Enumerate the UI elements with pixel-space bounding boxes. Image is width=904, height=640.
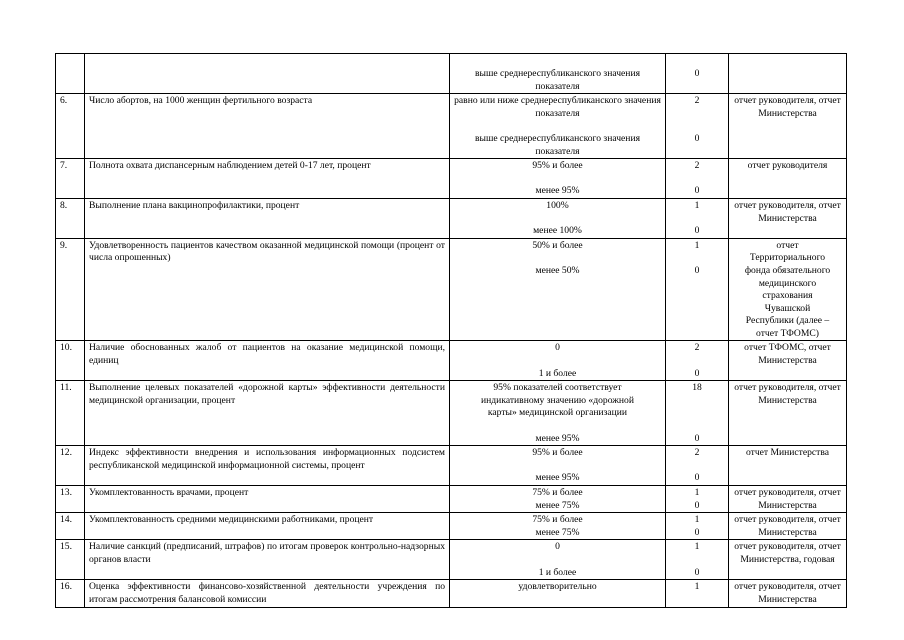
points-value: 1: [694, 239, 700, 251]
row-number: 6.: [56, 94, 85, 159]
points-value: 0: [694, 132, 700, 144]
criterion-value: 95% и более: [532, 447, 583, 459]
points-value: 1: [694, 199, 700, 211]
criterion-value: 95% и более: [532, 160, 583, 172]
criterion-value: выше среднереспубликанского значения показателя: [475, 68, 640, 92]
criterion-value: 75% и более: [532, 514, 583, 526]
table-row: [56, 540, 847, 580]
indicator-name: Оценка эффективности финансово-хозяйственной деятельности учреждения по итогам рассмотрения балансовой комиссии: [85, 580, 450, 608]
points-value: 0: [694, 472, 700, 484]
criterion-values: [450, 540, 666, 580]
criterion-value: 100%: [546, 199, 569, 211]
points-value: 0: [694, 499, 700, 511]
points-value: 1: [694, 541, 700, 553]
table-row: [56, 513, 847, 540]
points-value: 0: [694, 566, 700, 578]
table-row: [56, 446, 847, 486]
table-row: [56, 198, 847, 238]
source-cell: отчет руководителя, отчет Министерства: [729, 381, 847, 446]
criterion-values: [450, 580, 666, 608]
points-cell: [666, 341, 729, 381]
source-cell: отчет Министерства: [729, 446, 847, 486]
points-cell: [666, 446, 729, 486]
points-cell: [666, 513, 729, 540]
points-cell: [666, 238, 729, 341]
criterion-value: 1 и более: [538, 566, 577, 578]
criterion-values: [450, 381, 666, 446]
criterion-values: [450, 446, 666, 486]
points-cell: [666, 381, 729, 446]
table-row: [56, 580, 847, 608]
points-cell: [666, 159, 729, 199]
row-number: 10.: [56, 341, 85, 381]
table-row: [56, 341, 847, 381]
table-row: [56, 54, 847, 94]
row-number: 16.: [56, 580, 85, 608]
criterion-values: [450, 486, 666, 513]
row-number: 12.: [56, 446, 85, 486]
points-value: 0: [694, 526, 700, 538]
criterion-values: [450, 341, 666, 381]
row-number: [56, 54, 85, 94]
table-row: [56, 381, 847, 446]
criterion-values: [450, 513, 666, 540]
criterion-value: менее 75%: [535, 499, 580, 511]
points-cell: [666, 94, 729, 159]
source-cell: отчет ТФОМС, отчет Министерства: [729, 341, 847, 381]
source-cell: отчет Территориального фонда обязательного медицинского страхования Чувашской Республики (далее – отчет ТФОМС): [729, 238, 847, 341]
points-value: 2: [694, 160, 700, 172]
indicator-name: Укомплектованность врачами, процент: [85, 486, 450, 513]
source-cell: отчет руководителя, отчет Министерства: [729, 94, 847, 159]
source-cell: отчет руководителя: [729, 159, 847, 199]
indicators-table: [55, 53, 847, 608]
indicator-name: Укомплектованность средними медицинскими работниками, процент: [85, 513, 450, 540]
indicator-name: [85, 54, 450, 94]
row-number: 9.: [56, 238, 85, 341]
source-cell: отчет руководителя, отчет Министерства: [729, 513, 847, 540]
criterion-values: [450, 238, 666, 341]
source-cell: отчет руководителя, отчет Министерства: [729, 580, 847, 608]
points-value: 0: [694, 185, 700, 197]
row-number: 13.: [56, 486, 85, 513]
points-value: 1: [694, 514, 700, 526]
row-number: 11.: [56, 381, 85, 446]
points-value: 0: [694, 225, 700, 237]
criterion-values: [450, 94, 666, 159]
points-value: 18: [692, 382, 702, 394]
table-row: [56, 486, 847, 513]
indicator-name: Наличие обоснованных жалоб от пациентов на оказание медицинской помощи, единиц: [85, 341, 450, 381]
table-row: [56, 94, 847, 159]
criterion-value: удовлетворительно: [518, 581, 597, 593]
indicator-name: Удовлетворенность пациентов качеством оказанной медицинской помощи (процент от числа опрошенных): [85, 238, 450, 341]
indicator-name: Полнота охвата диспансерным наблюдением детей 0-17 лет, процент: [85, 159, 450, 199]
criterion-value: менее 95%: [535, 472, 580, 484]
indicator-name: Число абортов, на 1000 женщин фертильного возраста: [85, 94, 450, 159]
table-row: [56, 238, 847, 341]
criterion-values: [450, 198, 666, 238]
points-value: 1: [694, 487, 700, 498]
criterion-value: 75% и более: [532, 487, 583, 498]
points-cell: [666, 486, 729, 513]
criterion-value: менее 95%: [535, 185, 580, 197]
criterion-value: менее 95%: [535, 432, 580, 444]
table-row: [56, 159, 847, 199]
points-cell: [666, 198, 729, 238]
row-number: 7.: [56, 159, 85, 199]
indicator-name: Наличие санкций (предписаний, штрафов) по итогам проверок контрольно-надзорных органов власти: [85, 540, 450, 580]
criterion-value: менее 50%: [535, 264, 580, 276]
criterion-value: 50% и более: [532, 239, 583, 251]
row-number: 8.: [56, 198, 85, 238]
criterion-value: менее 100%: [533, 225, 582, 237]
points-value: 2: [694, 342, 700, 354]
points-value: 1: [694, 581, 700, 593]
criterion-value: равно или ниже среднереспубликанского значения показателя: [454, 95, 661, 119]
source-cell: отчет руководителя, отчет Министерства, годовая: [729, 540, 847, 580]
points-value: 0: [694, 264, 700, 276]
row-number: 15.: [56, 540, 85, 580]
indicator-name: Выполнение плана вакцинопрофилактики, процент: [85, 198, 450, 238]
points-value: 0: [694, 68, 700, 79]
criterion-value: 0: [555, 342, 560, 354]
criterion-value: 95% показателей соответствует индикативному значению «дорожной карты» медицинской организации: [481, 382, 634, 419]
source-cell: отчет руководителя, отчет Министерства: [729, 486, 847, 513]
indicator-name: Выполнение целевых показателей «дорожной карты» эффективности деятельности медицинской организации, процент: [85, 381, 450, 446]
source-cell: отчет руководителя, отчет Министерства: [729, 198, 847, 238]
criterion-value: 1 и более: [538, 367, 577, 379]
criterion-values: [450, 54, 666, 94]
points-value: 2: [694, 95, 700, 107]
points-value: 2: [694, 447, 700, 459]
indicator-name: Индекс эффективности внедрения и использования информационных подсистем республиканской медицинской информационной системы, процент: [85, 446, 450, 486]
source-cell: [729, 54, 847, 94]
points-cell: [666, 540, 729, 580]
row-number: 14.: [56, 513, 85, 540]
points-cell: [666, 54, 729, 94]
criterion-value: менее 75%: [535, 526, 580, 538]
points-value: 0: [694, 367, 700, 379]
criterion-value: 0: [555, 541, 560, 553]
criterion-values: [450, 159, 666, 199]
points-cell: [666, 580, 729, 608]
points-value: 0: [694, 432, 700, 444]
criterion-value: выше среднереспубликанского значения показателя: [475, 132, 640, 157]
